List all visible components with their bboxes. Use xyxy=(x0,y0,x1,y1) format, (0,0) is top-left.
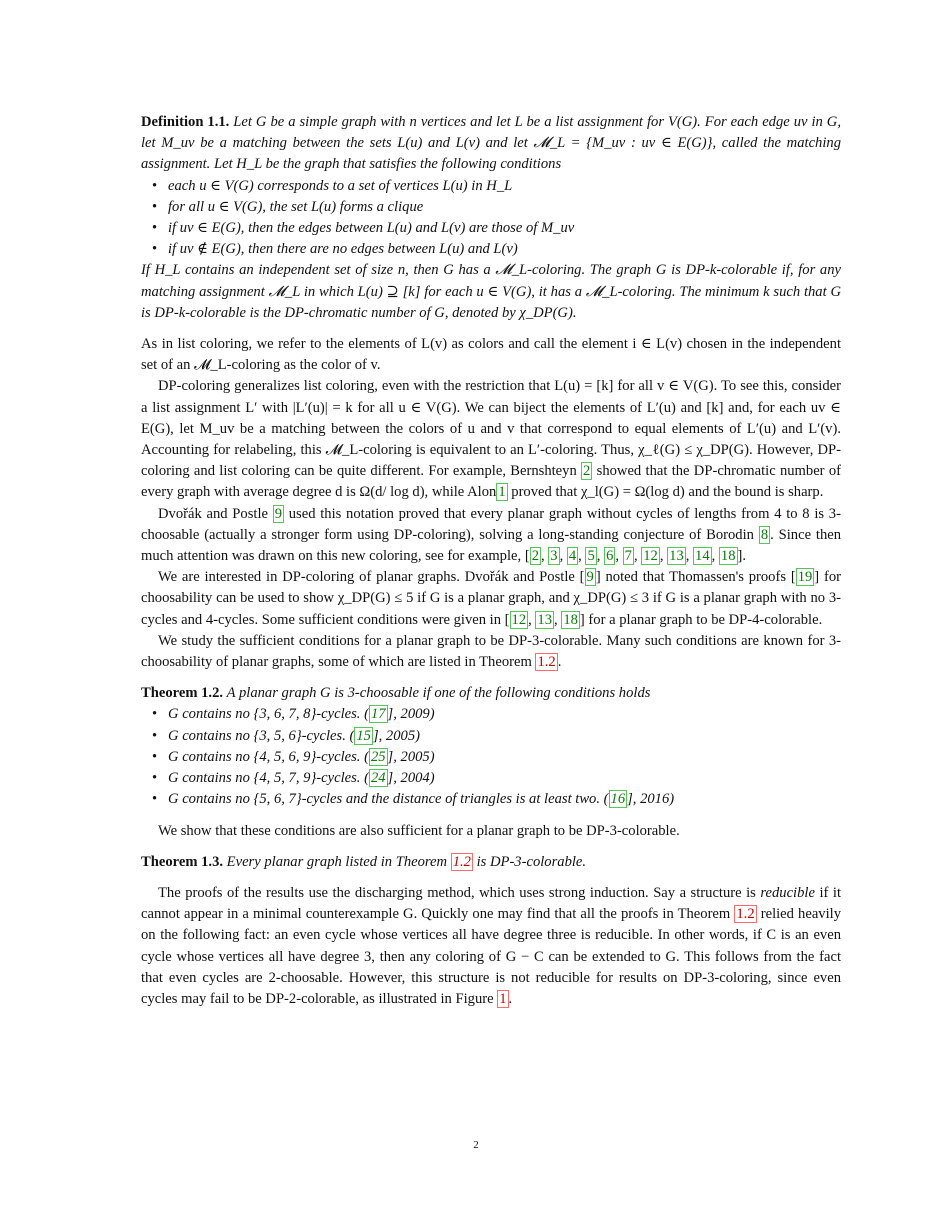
citation-link[interactable]: 9 xyxy=(274,505,283,522)
item-text: G contains no {4, 5, 7, 9}-cycles. ( xyxy=(168,770,369,787)
condition-item: • each u ∈ V(G) corresponds to a set of vertices L(u) in H_L xyxy=(168,176,841,197)
item-year: ], 2005) xyxy=(372,727,420,744)
paragraph-text: if it cannot appear in a minimal counterexample G. Quickly one may find that all the proofs in Theorem xyxy=(141,884,841,923)
page-number: 2 xyxy=(473,1139,479,1151)
citation-link[interactable]: 13 xyxy=(537,611,553,628)
theorem-ref-link[interactable]: 1.2 xyxy=(537,654,556,671)
paragraph-interest: We are interested in DP-coloring of planar graphs. Dvořák and Postle [ 9 ] noted that Thomassen's proofs [ 19 ] for choosability can be used to show χ_DP(G) ≤ 5 if G is a planar graph, and χ_DP(G) ≤ 3 if G is a planar graph with no 3-cycles and 4-cycles. Some sufficient conditions were given in [ 12 , 13 , 18 ] for a planar graph to be DP-4-colorable. xyxy=(141,569,841,628)
paragraph-text: We are interested in DP-coloring of planar graphs. Dvořák and Postle xyxy=(158,569,575,586)
citation-link[interactable]: 6 xyxy=(606,548,614,565)
condition-item: • if uv ∉ E(G), then there are no edges between L(u) and L(v) xyxy=(168,239,841,260)
citation-link[interactable]: 2 xyxy=(583,463,591,480)
paragraph-show: We show that these conditions are also sufficient for a planar graph to be DP-3-colorable. xyxy=(158,822,680,839)
item-year: ], 2004) xyxy=(387,770,435,787)
citation-link[interactable]: 14 xyxy=(695,548,710,565)
paragraph-text: showed that the DP-chromatic number of every graph with average degree d is Ω(d/ log d), while Alon xyxy=(141,463,841,501)
definition-label: Definition 1.1. xyxy=(141,114,230,130)
paragraph-colors: As in list coloring, we refer to the elements of L(v) as colors and call the element i ∈ L(v) chosen in the independent set of an 𝓜_L-coloring as the color of v. xyxy=(141,336,841,374)
citation-link[interactable]: 9 xyxy=(586,569,594,586)
item-text: G contains no {5, 6, 7}-cycles and the distance of triangles is at least two. ( xyxy=(168,791,609,808)
citation-link[interactable]: 15 xyxy=(356,727,371,744)
theorem-text: is DP-3-colorable. xyxy=(476,853,587,870)
item-text: G contains no {3, 5, 6}-cycles. ( xyxy=(168,727,355,744)
citation-link[interactable]: 24 xyxy=(370,770,386,787)
citation-link[interactable]: 2 xyxy=(531,548,539,565)
citation-link[interactable]: 13 xyxy=(669,548,684,565)
paragraph-text: relied heavily on the following fact: an even cycle whose vertices all have degree three is reducible. In other words, if C is an even cycle whose vertices all have degree 3, then any coloring of G − C can be extended to G. This follows from the fact that even cycles are 2-choosable. However, this structure is not reducible for results on DP-3-coloring, since even cycles may fail to be DP-2-colorable, as illustrated in Figure xyxy=(141,906,842,1007)
citation-link[interactable]: 16 xyxy=(610,791,626,808)
paragraph-proofs: The proofs of the results use the discharging method, which uses strong induction. Say a structure is reducible if it cannot appear in a minimal counterexample G. Quickly one may find that all the proofs in Theorem 1.2 relied heavily on the following fact: an even cycle whose vertices all have degree three is reducible. In other words, if C is an even cycle whose vertices all have degree 3, then any coloring of G − C can be extended to G. This follows from the fact that even cycles are 2-choosable. However, this structure is not reducible for results on DP-3-coloring, since even cycles may fail to be DP-2-colorable, as illustrated in Figure 1 . xyxy=(141,884,842,1007)
citation-link[interactable]: 25 xyxy=(370,748,386,765)
item-text: G contains no {3, 6, 7, 8}-cycles. ( xyxy=(168,706,369,723)
theorem-item xyxy=(168,747,841,768)
theorem-item xyxy=(168,768,841,789)
paragraph-text: DP-coloring generalizes list coloring, even with the restriction that L(u) = [k] for all v ∈ V(G). To see this, consider a list assignment L′ with |L′(u)| = k for all u ∈ V(G). We can biject the elements of L′(u) and [k] and, for each uv ∈ E(G), let M_uv be a matching between the colors of u and v that correspond to equal elements of L′(u) and L′(v). Accounting for relabeling, this 𝓜_L-coloring is equivalent to an L′-coloring. Thus, χ_ℓ(G) ≤ χ_DP(G). However, DP-coloring and list coloring can be quite different. For example, Bernshteyn xyxy=(141,378,841,480)
emphasis-text: reducible xyxy=(760,884,815,901)
citation-link[interactable]: 18 xyxy=(563,611,578,628)
paragraph-text: for a planar graph to be DP-4-colorable. xyxy=(588,611,823,628)
paragraph-text: Dvořák and Postle xyxy=(158,505,268,522)
paragraph-text: for choosability can be used to show χ_DP(G) ≤ 5 if G is a planar graph, and χ_DP(G) ≤ 3 if G is a planar graph with no 3-cycles and 4-cycles. Some sufficient conditions were given in xyxy=(141,569,841,628)
item-text: G contains no {4, 5, 6, 9}-cycles. ( xyxy=(168,748,369,765)
theorem-label: Theorem 1.2. xyxy=(141,685,224,702)
paper-page xyxy=(141,112,841,1010)
paragraph-text: We study the sufficient conditions for a planar graph to be DP-3-colorable. Many such conditions are known for 3-choosability of planar graphs, some of which are listed in Theorem xyxy=(141,632,841,671)
definition-1-1 xyxy=(141,112,841,176)
theorem-label: Theorem 1.3. xyxy=(141,853,224,870)
item-year: ], 2016) xyxy=(627,791,675,808)
theorem-1-2 xyxy=(141,683,841,704)
theorem-item xyxy=(168,726,841,747)
paragraph-text: used this notation proved that every planar graph without cycles of lengths from 4 to 8 is 3-choosable (actually a stronger form using DP-coloring), solving a long-standing conjecture of Borodin xyxy=(141,505,841,543)
paragraph-text: The proofs of the results use the discharging method, which uses strong induction. Say a structure is xyxy=(158,884,756,901)
citation-link[interactable]: 7 xyxy=(624,548,632,565)
definition-intro: Let G be a simple graph with n vertices and let L be a list assignment for V(G). For each edge uv in G, let M_uv be a matching between the sets L(u) and L(v) and let 𝓜_L = {M_uv : uv ∈ E(G)}, called the matching assignment. Let H_L be the graph that satisfies the following conditions xyxy=(141,114,841,173)
theorem-ref-link[interactable]: 1.2 xyxy=(736,906,755,923)
theorem-text: Every planar graph listed in Theorem xyxy=(226,853,448,870)
citation-link[interactable]: 19 xyxy=(797,569,813,586)
citation-link[interactable]: 12 xyxy=(511,611,527,628)
condition-item: • if uv ∈ E(G), then the edges between L(u) and L(v) are those of M_uv xyxy=(168,218,841,239)
item-year: ], 2005) xyxy=(387,748,435,765)
citation-list: [ 2 , 3 , 4 , 5 , 6 , 7 , 12 , 13 , 14 , 18 ]. xyxy=(524,548,747,565)
theorem-1-3 xyxy=(141,852,841,873)
citation-link[interactable]: 17 xyxy=(370,706,386,723)
citation-link[interactable]: 8 xyxy=(760,526,769,543)
figure-ref-link[interactable]: 1 xyxy=(499,990,507,1007)
citation-link[interactable]: 12 xyxy=(643,548,658,565)
paragraph-dvorak-postle xyxy=(141,504,841,568)
theorem-item xyxy=(168,789,841,810)
paragraph-dp-generalizes xyxy=(141,376,841,503)
theorem-intro: A planar graph G is 3-choosable if one of the following conditions holds xyxy=(226,685,651,702)
citation-link[interactable]: 3 xyxy=(550,548,558,565)
paragraph-study: We study the sufficient conditions for a planar graph to be DP-3-colorable. Many such conditions are known for 3-choosability of planar graphs, some of which are listed in Theorem 1.2 . xyxy=(141,632,841,671)
definition-conditions xyxy=(141,176,841,261)
citation-link[interactable]: 18 xyxy=(720,548,736,565)
paragraph-text: proved that χ_l(G) = Ω(log d) and the bound is sharp. xyxy=(511,484,824,501)
theorem-conditions xyxy=(141,704,841,810)
paragraph-text: noted that Thomassen's proofs xyxy=(605,569,787,586)
citation-link[interactable]: 4 xyxy=(568,548,577,565)
citation-link[interactable]: 1 xyxy=(498,484,506,501)
paragraph-text: . Since then much attention was drawn on this new coloring, see for example, xyxy=(141,526,842,565)
theorem-item xyxy=(168,704,841,725)
definition-closing: If H_L contains an independent set of size n, then G has a 𝓜_L-coloring. The graph G is DP-k-colorable if, for any matching assignment 𝓜_L in which L(u) ⊇ [k] for each u ∈ V(G), it has a 𝓜_L-coloring. The minimum k such that G is DP-k-colorable is the DP-chromatic number of G, denoted by χ_DP(G). xyxy=(141,262,841,321)
item-year: ], 2009) xyxy=(387,706,435,723)
citation-link[interactable]: 5 xyxy=(587,548,595,565)
theorem-ref-link[interactable]: 1.2 xyxy=(452,853,471,870)
condition-item: • for all u ∈ V(G), the set L(u) forms a clique xyxy=(168,197,841,218)
